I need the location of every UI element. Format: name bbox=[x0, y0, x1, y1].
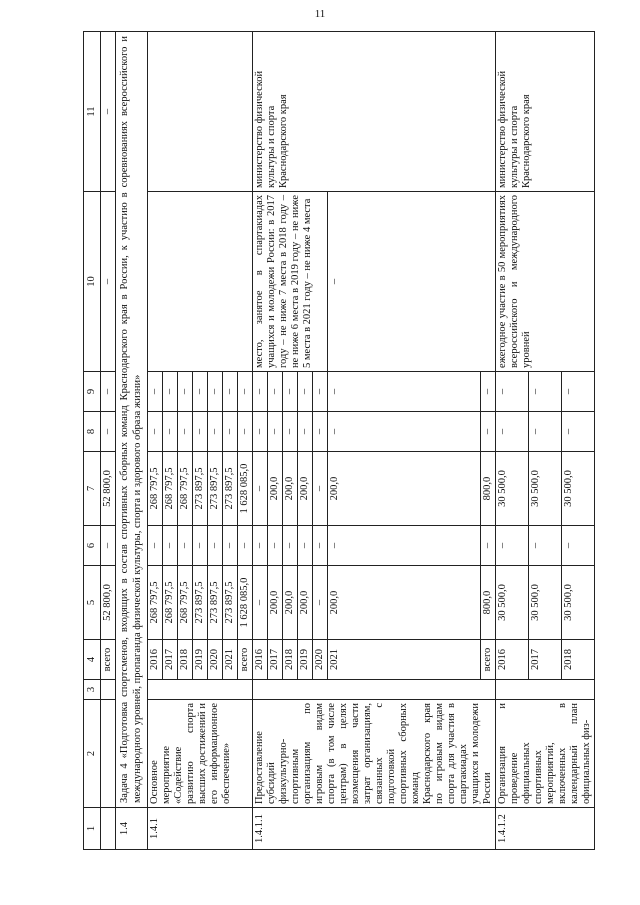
col-num: 9 bbox=[84, 372, 101, 412]
amount-cell: – bbox=[193, 372, 208, 412]
row-number: 1.4.1.1 bbox=[253, 808, 496, 850]
row-col3 bbox=[148, 680, 253, 700]
amount-cell: – bbox=[496, 372, 529, 412]
amount-cell: 268 797,5 bbox=[178, 452, 193, 526]
executor-cell: – bbox=[101, 32, 116, 192]
amount-cell: – bbox=[496, 526, 529, 566]
year-cell: 2018 bbox=[562, 640, 595, 680]
amount-cell: – bbox=[481, 526, 496, 566]
amount-cell: – bbox=[313, 372, 328, 412]
amount-cell: – bbox=[101, 412, 116, 452]
amount-cell: – bbox=[481, 372, 496, 412]
amount-cell: – bbox=[268, 526, 283, 566]
amount-cell: – bbox=[163, 526, 178, 566]
col-num: 1 bbox=[84, 808, 101, 850]
rotated-table-wrapper bbox=[83, 32, 615, 850]
col-num: 11 bbox=[84, 32, 101, 192]
amount-cell: – bbox=[313, 526, 328, 566]
amount-cell: – bbox=[178, 526, 193, 566]
task-title: Задача 4 «Подготовка спортсменов, входящих в состав спортивных сборных команд Краснодарского края в России, к участию в соревнованиях всероссийского и международного уровней, пропаганда физической культуры, спорта и здорового образа жизни» bbox=[116, 32, 148, 808]
row-name: Основное мероприятие «Содействие развитию спорта высших достижений и его информационное обеспечение» bbox=[148, 700, 253, 808]
amount-cell: – bbox=[148, 526, 163, 566]
amount-cell: – bbox=[208, 526, 223, 566]
col-num: 4 bbox=[84, 640, 101, 680]
amount-cell: – bbox=[163, 372, 178, 412]
amount-cell: – bbox=[193, 526, 208, 566]
year-cell: 2018 bbox=[178, 640, 193, 680]
amount-cell: – bbox=[208, 412, 223, 452]
row-number: 1.4.1.2 bbox=[496, 808, 595, 850]
page-number: 11 bbox=[314, 8, 326, 20]
amount-cell: 273 897,5 bbox=[193, 452, 208, 526]
col-num: 8 bbox=[84, 412, 101, 452]
amount-cell: – bbox=[101, 526, 116, 566]
amount-cell: – bbox=[268, 412, 283, 452]
table-row bbox=[148, 32, 163, 850]
amount-cell: – bbox=[253, 566, 268, 640]
amount-cell: – bbox=[193, 412, 208, 452]
amount-cell: – bbox=[148, 412, 163, 452]
amount-cell: – bbox=[313, 566, 328, 640]
amount-cell: – bbox=[148, 372, 163, 412]
amount-cell: 268 797,5 bbox=[163, 566, 178, 640]
amount-cell: 200,0 bbox=[298, 452, 313, 526]
amount-cell: – bbox=[253, 372, 268, 412]
year-cell: 2017 bbox=[268, 640, 283, 680]
row-col3 bbox=[496, 680, 595, 700]
result-cell: место, занятое в спартакиадах учащихся и молодежи России: в 2017 году – не ниже 7 места в 2018 году – не ниже 6 места в 2019 году – не ниже 5 места в 2021 году – не ниже 4 места bbox=[253, 192, 328, 372]
year-cell: 2018 bbox=[283, 640, 298, 680]
task-row bbox=[116, 32, 148, 850]
amount-cell: 273 897,5 bbox=[193, 566, 208, 640]
amount-cell: – bbox=[529, 412, 562, 452]
amount-cell: – bbox=[253, 526, 268, 566]
amount-cell: – bbox=[238, 526, 253, 566]
amount-cell: – bbox=[562, 412, 595, 452]
year-cell: 2019 bbox=[298, 640, 313, 680]
program-table bbox=[83, 31, 595, 850]
amount-cell: 268 797,5 bbox=[148, 452, 163, 526]
amount-cell: – bbox=[238, 372, 253, 412]
amount-cell: – bbox=[328, 372, 481, 412]
amount-cell: 30 500,0 bbox=[529, 452, 562, 526]
year-cell: всего bbox=[238, 640, 253, 680]
amount-cell: – bbox=[481, 412, 496, 452]
col-num: 2 bbox=[84, 700, 101, 808]
amount-cell: 200,0 bbox=[268, 566, 283, 640]
result-cell: ежегодное участие в 50 мероприятиях всероссийского и международного уровней bbox=[496, 192, 595, 372]
amount-cell: 800,0 bbox=[481, 452, 496, 526]
amount-cell: – bbox=[298, 372, 313, 412]
amount-cell: – bbox=[283, 526, 298, 566]
top-total-row bbox=[101, 32, 116, 850]
amount-cell: – bbox=[283, 372, 298, 412]
amount-cell: – bbox=[178, 412, 193, 452]
amount-cell: 268 797,5 bbox=[148, 566, 163, 640]
amount-cell: 273 897,5 bbox=[208, 566, 223, 640]
task-number: 1.4 bbox=[116, 808, 148, 850]
col-num: 10 bbox=[84, 192, 101, 372]
year-cell: 2021 bbox=[328, 640, 481, 680]
row-col3 bbox=[253, 680, 496, 700]
amount-cell: – bbox=[298, 526, 313, 566]
amount-cell: 273 897,5 bbox=[223, 566, 238, 640]
year-cell: 2020 bbox=[208, 640, 223, 680]
col-num: 6 bbox=[84, 526, 101, 566]
amount-cell: – bbox=[529, 372, 562, 412]
amount-cell: – bbox=[562, 526, 595, 566]
amount-cell: – bbox=[208, 372, 223, 412]
amount-cell: 1 628 085,0 bbox=[238, 566, 253, 640]
executor-cell: министерство физической культуры и спорта Краснодарского края bbox=[496, 32, 595, 192]
amount-cell: – bbox=[328, 526, 481, 566]
amount-cell: – bbox=[253, 412, 268, 452]
amount-cell: – bbox=[529, 526, 562, 566]
amount-cell: – bbox=[298, 412, 313, 452]
year-cell: 2017 bbox=[529, 640, 562, 680]
row-name: Предоставление субсидий физкультурно-спортивным организациям по игровым видам спорта (в том числе центрам) в целях возмещения части затрат организациям, связанных с подготовкой спортивных сборных команд Краснодарского края по игровым видам спорта для участия в спартакиадах учащихся и молодежи России bbox=[253, 700, 496, 808]
amount-cell: 30 500,0 bbox=[562, 566, 595, 640]
row-name: Организация и проведение официальных спортивных мероприятий, включенных в календарный план официальных физ- bbox=[496, 700, 595, 808]
amount-cell: – bbox=[496, 412, 529, 452]
executor-cell bbox=[148, 32, 253, 192]
amount-cell: – bbox=[328, 412, 481, 452]
amount-cell: 273 897,5 bbox=[223, 452, 238, 526]
amount-cell: – bbox=[101, 372, 116, 412]
amount-cell: 268 797,5 bbox=[163, 452, 178, 526]
amount-cell: 30 500,0 bbox=[496, 566, 529, 640]
table-body bbox=[148, 32, 595, 850]
amount-cell: – bbox=[283, 412, 298, 452]
result-cell: – bbox=[328, 192, 496, 372]
year-cell: 2016 bbox=[253, 640, 268, 680]
amount-cell: 268 797,5 bbox=[178, 566, 193, 640]
year-cell: 2019 bbox=[193, 640, 208, 680]
year-cell: всего bbox=[481, 640, 496, 680]
amount-cell: 200,0 bbox=[283, 566, 298, 640]
col-num: 7 bbox=[84, 452, 101, 526]
amount-cell: 200,0 bbox=[268, 452, 283, 526]
amount-cell: – bbox=[253, 452, 268, 526]
col-num: 5 bbox=[84, 566, 101, 640]
amount-cell: – bbox=[223, 372, 238, 412]
amount-cell: – bbox=[223, 412, 238, 452]
amount-cell: – bbox=[268, 372, 283, 412]
amount-cell: – bbox=[313, 412, 328, 452]
amount-cell: 200,0 bbox=[328, 452, 481, 526]
amount-cell: 52 800,0 bbox=[101, 566, 116, 640]
amount-cell: 273 897,5 bbox=[208, 452, 223, 526]
table-row bbox=[496, 32, 529, 850]
amount-cell: 52 800,0 bbox=[101, 452, 116, 526]
year-cell: 2020 bbox=[313, 640, 328, 680]
result-cell bbox=[148, 192, 253, 372]
column-number-row bbox=[84, 32, 101, 850]
row-number: 1.4.1 bbox=[148, 808, 253, 850]
year-cell: 2016 bbox=[148, 640, 163, 680]
year-cell: 2017 bbox=[163, 640, 178, 680]
amount-cell: – bbox=[238, 412, 253, 452]
year-cell: 2016 bbox=[496, 640, 529, 680]
amount-cell: 30 500,0 bbox=[496, 452, 529, 526]
amount-cell: 1 628 085,0 bbox=[238, 452, 253, 526]
amount-cell: 200,0 bbox=[283, 452, 298, 526]
year-cell: всего bbox=[101, 640, 116, 680]
amount-cell: 200,0 bbox=[328, 566, 481, 640]
amount-cell: – bbox=[562, 372, 595, 412]
amount-cell: 200,0 bbox=[298, 566, 313, 640]
amount-cell: 30 500,0 bbox=[562, 452, 595, 526]
result-cell: – bbox=[101, 192, 116, 372]
col-num: 3 bbox=[84, 680, 101, 700]
amount-cell: – bbox=[223, 526, 238, 566]
amount-cell: – bbox=[178, 372, 193, 412]
table-row bbox=[253, 32, 268, 850]
amount-cell: 30 500,0 bbox=[529, 566, 562, 640]
amount-cell: 800,0 bbox=[481, 566, 496, 640]
executor-cell: министерство физической культуры и спорта Краснодарского края bbox=[253, 32, 496, 192]
amount-cell: – bbox=[313, 452, 328, 526]
amount-cell: – bbox=[163, 412, 178, 452]
year-cell: 2021 bbox=[223, 640, 238, 680]
